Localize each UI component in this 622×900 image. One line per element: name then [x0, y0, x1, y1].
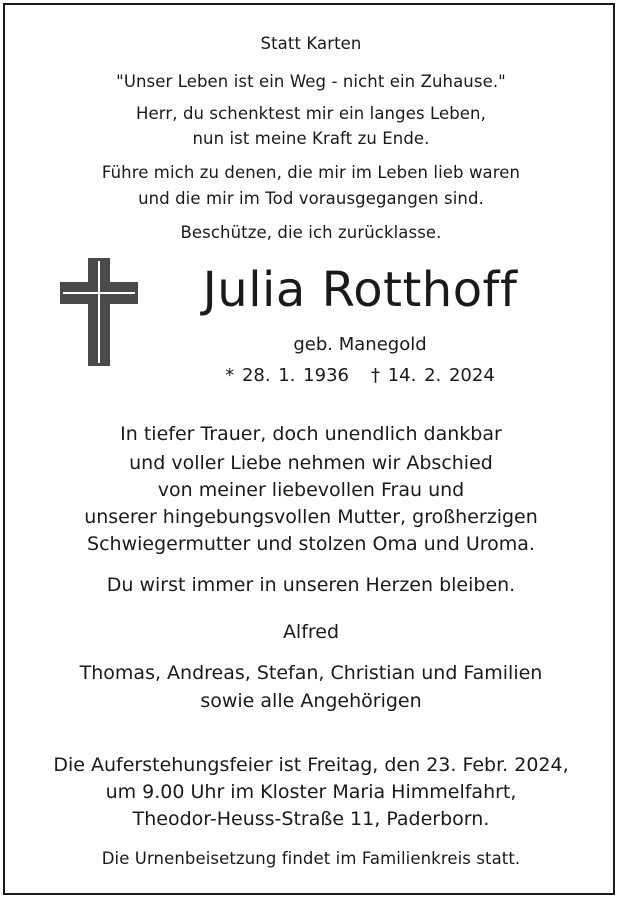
tribute-line-2: und voller Liebe nehmen wir Abschied — [129, 452, 493, 474]
death-date: † 14. 2. 2024 — [371, 365, 495, 386]
closing-line: Du wirst immer in unseren Herzen bleiben. — [106, 574, 516, 596]
footer-note: Die Urnenbeisetzung findet im Familienkreis statt. — [101, 849, 521, 868]
poem-line-4: Führe mich zu denen, die mir im Leben lieb waren — [101, 163, 521, 182]
tribute-line-5: Schwiegermutter und stolzen Oma und Uroma. — [87, 533, 535, 555]
poem-line-5: und die mir im Tod vorausgegangen sind. — [138, 189, 484, 208]
mourner-primary: Alfred — [282, 621, 340, 643]
service-line-1: Die Auferstehungsfeier ist Freitag, den 23. Febr. 2024, — [53, 754, 569, 776]
birth-date: * 28. 1. 1936 — [225, 365, 349, 386]
service-line-3: Theodor-Heuss-Straße 11, Paderborn. — [132, 808, 490, 830]
poem-line-6: Beschütze, die ich zurücklasse. — [180, 223, 442, 242]
cross-icon — [60, 258, 138, 366]
poem-line-3: nun ist meine Kraft zu Ende. — [192, 129, 430, 148]
header-text: Statt Karten — [260, 34, 362, 53]
mourner-relatives: sowie alle Angehörigen — [200, 690, 422, 712]
mourner-family: Thomas, Andreas, Stefan, Christian und Familien — [79, 662, 543, 684]
maiden-name: geb. Manegold — [293, 334, 427, 355]
tribute-line-4: unserer hingebungsvollen Mutter, großherzigen — [84, 506, 538, 528]
tribute-line-1: In tiefer Trauer, doch unendlich dankbar — [120, 423, 502, 445]
tribute-line-3: von meiner liebevollen Frau und — [157, 479, 465, 501]
poem-line-1: "Unser Leben ist ein Weg - nicht ein Zuhause." — [116, 72, 506, 91]
deceased-name: Julia Rotthoff — [202, 262, 518, 318]
poem-line-2: Herr, du schenktest mir ein langes Leben, — [136, 104, 486, 123]
life-dates — [170, 365, 550, 386]
service-line-2: um 9.00 Uhr im Kloster Maria Himmelfahrt, — [105, 781, 517, 803]
